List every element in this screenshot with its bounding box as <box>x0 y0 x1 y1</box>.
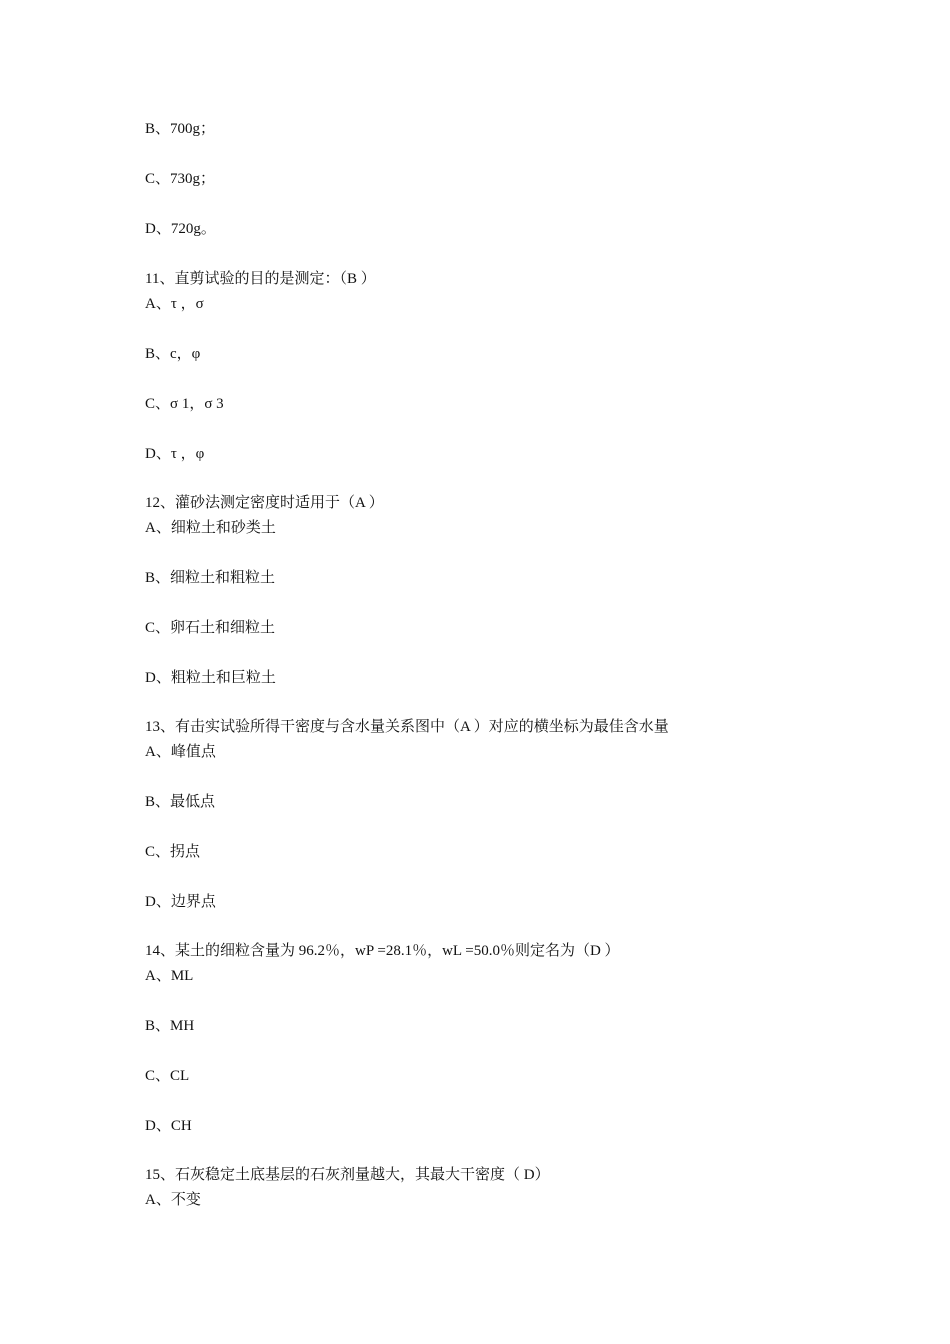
option-a: A、峰值点 <box>145 744 216 760</box>
option-b: B、细粒土和粗粒土 <box>145 570 276 586</box>
option-d: D、粗粒土和巨粒土 <box>145 670 276 686</box>
option-d: D、τ ，φ <box>145 446 205 462</box>
question-13: 13、有击实试验所得干密度与含水量关系图中（A ）对应的横坐标为最佳含水量 <box>145 719 669 735</box>
option-b: B、c，φ <box>145 346 201 362</box>
option-a: A、ML <box>145 968 194 984</box>
option-d: D、720g。 <box>145 221 216 237</box>
question-14: 14、某土的细粒含量为 96.2％，wP =28.1％，wL =50.0％则定名为（D ） <box>145 943 620 959</box>
option-c: C、σ 1，σ 3 <box>145 396 224 412</box>
option-d: D、CH <box>145 1118 192 1134</box>
option-b: B、MH <box>145 1018 195 1034</box>
option-c: C、CL <box>145 1068 190 1084</box>
option-c: C、卵石土和细粒土 <box>145 620 276 636</box>
question-12: 12、灌砂法测定密度时适用于（A ） <box>145 495 384 511</box>
option-c: C、拐点 <box>145 844 201 860</box>
question-15: 15、石灰稳定土底基层的石灰剂量越大，其最大干密度（ D） <box>145 1167 550 1183</box>
question-11: 11、直剪试验的目的是测定：（B ） <box>145 271 376 287</box>
option-a: A、细粒土和砂类土 <box>145 520 276 536</box>
option-a: A、不变 <box>145 1192 201 1208</box>
option-a: A、τ ，σ <box>145 296 204 312</box>
option-b: B、700g； <box>145 121 216 137</box>
option-c: C、730g； <box>145 171 216 187</box>
option-d: D、边界点 <box>145 894 216 910</box>
option-b: B、最低点 <box>145 794 216 810</box>
